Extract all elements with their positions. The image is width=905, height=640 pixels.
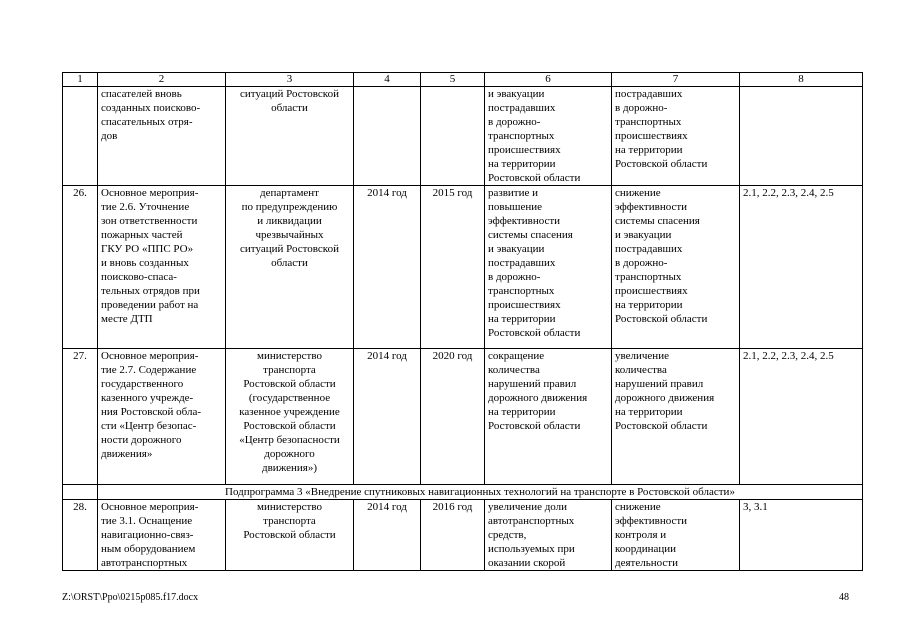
footer-file-path: Z:\ORST\Ppo\0215p085.f17.docx: [62, 592, 199, 603]
subprogram-title: Подпрограмма 3 «Внедрение спутниковых навигационных технологий на транспорте в Ростовской области»: [98, 485, 863, 500]
result-cell: увеличение доли автотранспортных средств, используемых при оказании скорой: [485, 500, 612, 571]
column-header: 5: [421, 73, 485, 87]
consequence-cell: снижение эффективности контроля и координации деятельности: [612, 500, 740, 571]
executor-cell: министерство транспорта Ростовской области: [226, 500, 354, 571]
table-row: [63, 87, 863, 186]
result-cell: и эвакуации пострадавших в дорожно- транспортных происшествиях на территории Ростовской области: [485, 87, 612, 186]
column-header: 7: [612, 73, 740, 87]
indicators-cell: 3, 3.1: [740, 500, 863, 571]
result-cell: развитие и повышение эффективности системы спасения и эвакуации пострадавших в дорожно- транспортных происшествиях на территории Ростовской области: [485, 186, 612, 349]
consequence-cell: пострадавших в дорожно- транспортных происшествиях на территории Ростовской области: [612, 87, 740, 186]
start-year-cell: 2014 год: [354, 349, 421, 485]
row-number: [63, 87, 98, 186]
table-row: [63, 349, 863, 485]
table-row: [63, 500, 863, 571]
program-table: [62, 72, 863, 571]
indicators-cell: 2.1, 2.2, 2.3, 2.4, 2.5: [740, 349, 863, 485]
consequence-cell: увеличение количества нарушений правил дорожного движения на территории Ростовской области: [612, 349, 740, 485]
end-year-cell: 2015 год: [421, 186, 485, 349]
start-year-cell: [354, 87, 421, 186]
column-header: 4: [354, 73, 421, 87]
indicators-cell: [740, 87, 863, 186]
footer-page-number: 48: [839, 592, 849, 603]
table-row: [63, 186, 863, 349]
result-cell: сокращение количества нарушений правил дорожного движения на территории Ростовской области: [485, 349, 612, 485]
column-header: 3: [226, 73, 354, 87]
event-cell: Основное мероприя- тие 3.1. Оснащение навигационно-связ- ным оборудованием автотранспортных: [98, 500, 226, 571]
column-number-row: [63, 73, 863, 87]
consequence-cell: снижение эффективности системы спасения и эвакуации пострадавших в дорожно- транспортных происшествиях на территории Ростовской области: [612, 186, 740, 349]
column-header: 2: [98, 73, 226, 87]
row-number: 28.: [63, 500, 98, 571]
indicators-cell: 2.1, 2.2, 2.3, 2.4, 2.5: [740, 186, 863, 349]
start-year-cell: 2014 год: [354, 500, 421, 571]
executor-cell: ситуаций Ростовской области: [226, 87, 354, 186]
column-header: 8: [740, 73, 863, 87]
end-year-cell: 2020 год: [421, 349, 485, 485]
executor-cell: департамент по предупреждению и ликвидации чрезвычайных ситуаций Ростовской области: [226, 186, 354, 349]
event-cell: Основное мероприя- тие 2.6. Уточнение зон ответственности пожарных частей ГКУ РО «ППС РО» и вновь созданных поисково-спаса- тельных отрядов при проведении работ на месте ДТП: [98, 186, 226, 349]
start-year-cell: 2014 год: [354, 186, 421, 349]
event-cell: спасателей вновь созданных поисково- спасательных отря- дов: [98, 87, 226, 186]
row-number: 27.: [63, 349, 98, 485]
subprogram-empty-cell: [63, 485, 98, 500]
end-year-cell: 2016 год: [421, 500, 485, 571]
subprogram-row: [63, 485, 863, 500]
event-cell: Основное мероприя- тие 2.7. Содержание государственного казенного учрежде- ния Ростовской обла- сти «Центр безопас- ности дорожного движения»: [98, 349, 226, 485]
column-header: 1: [63, 73, 98, 87]
end-year-cell: [421, 87, 485, 186]
executor-cell: министерство транспорта Ростовской области (государственное казенное учреждение Ростовской области «Центр безопасности дорожного движения»): [226, 349, 354, 485]
column-header: 6: [485, 73, 612, 87]
row-number: 26.: [63, 186, 98, 349]
